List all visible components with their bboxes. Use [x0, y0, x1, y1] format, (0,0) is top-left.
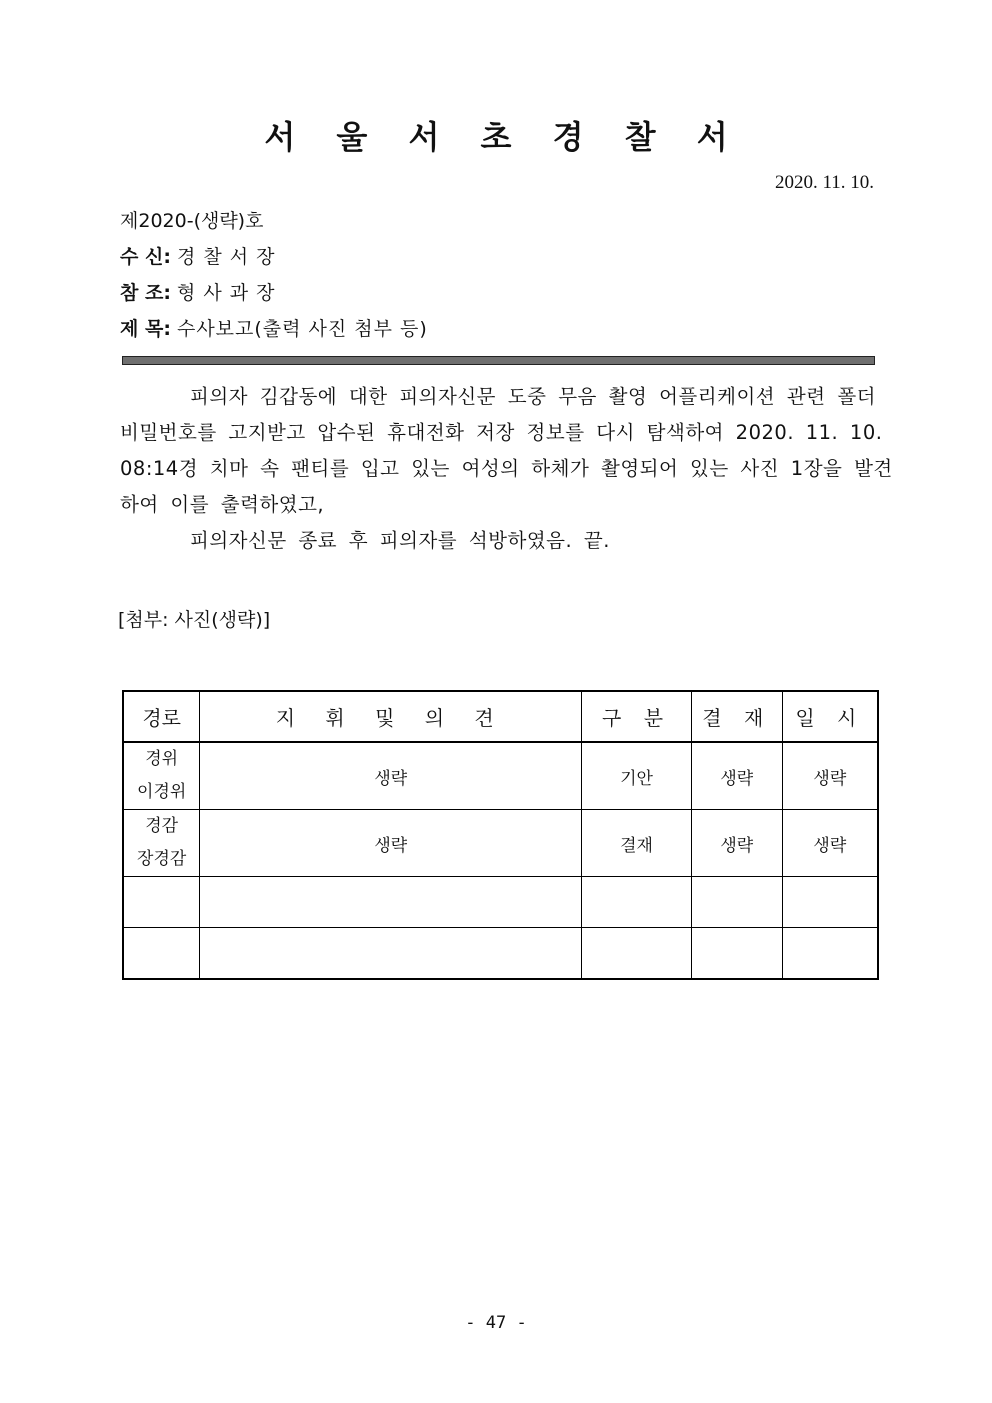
body-closing: 피의자신문 종료 후 피의자를 석방하였음. 끝. — [190, 529, 610, 552]
body-line-3: 08:14경 치마 속 팬티를 입고 있는 여성의 하체가 촬영되어 있는 사진 1장을 발견 — [120, 457, 893, 480]
empty-cell — [691, 928, 782, 980]
empty-cell — [200, 877, 582, 928]
header-sign: 결 재 — [691, 691, 782, 742]
sign-cell: 생략 — [691, 742, 782, 810]
sign-cell: 생략 — [691, 810, 782, 877]
subject-label: 제 목: — [120, 318, 171, 340]
reference-label: 참 조: — [120, 282, 171, 304]
recipient-value: 경 찰 서 장 — [176, 246, 276, 268]
datetime-cell: 생략 — [782, 742, 878, 810]
page-title: 서 울 서 초 경 찰 서 — [264, 118, 743, 156]
empty-cell — [123, 928, 200, 980]
empty-cell — [200, 928, 582, 980]
type-cell: 기안 — [582, 742, 692, 810]
table-row — [123, 810, 878, 877]
reference-value: 형 사 과 장 — [176, 282, 276, 304]
header-type: 구 분 — [582, 691, 692, 742]
route-rank: 경감 — [145, 816, 179, 836]
page-number: - 47 - — [465, 1313, 527, 1333]
table-row-empty — [123, 928, 878, 980]
empty-cell — [782, 877, 878, 928]
route-rank: 경위 — [145, 749, 179, 769]
recipient-label: 수 신: — [120, 246, 171, 268]
document-date: 2020. 11. 10. — [774, 172, 874, 193]
subject-line — [120, 314, 428, 341]
recipient-line — [120, 242, 276, 269]
empty-cell — [782, 928, 878, 980]
route-cell — [123, 810, 200, 877]
route-name: 장경감 — [137, 849, 187, 869]
approval-header-row — [123, 691, 878, 742]
opinion-cell: 생략 — [200, 742, 582, 810]
attachment-note: [첨부: 사진(생략)] — [118, 609, 271, 631]
document-number: 제2020-(생략)호 — [120, 210, 264, 232]
approval-table — [122, 690, 879, 980]
empty-cell — [582, 928, 692, 980]
datetime-cell: 생략 — [782, 810, 878, 877]
empty-cell — [582, 877, 692, 928]
empty-cell — [123, 877, 200, 928]
opinion-cell: 생략 — [200, 810, 582, 877]
type-cell: 결재 — [582, 810, 692, 877]
header-route: 경로 — [123, 691, 200, 742]
reference-line — [120, 278, 276, 305]
body-line-4: 하여 이를 출력하였고, — [120, 493, 325, 516]
table-row — [123, 742, 878, 810]
header-datetime: 일 시 — [782, 691, 878, 742]
subject-value: 수사보고(출력 사진 첨부 등) — [176, 318, 428, 340]
body-line-2: 비밀번호를 고지받고 압수된 휴대전화 저장 정보를 다시 탐색하여 2020. 11. 10. — [120, 421, 883, 444]
body-line-1: 피의자 김갑동에 대한 피의자신문 도중 무음 촬영 어플리케이션 관련 폴더 — [190, 385, 876, 408]
header-divider — [122, 356, 875, 365]
header-opinion: 지 휘 및 의 견 — [200, 691, 582, 742]
route-name: 이경위 — [137, 782, 187, 802]
table-row-empty — [123, 877, 878, 928]
empty-cell — [691, 877, 782, 928]
route-cell — [123, 742, 200, 810]
